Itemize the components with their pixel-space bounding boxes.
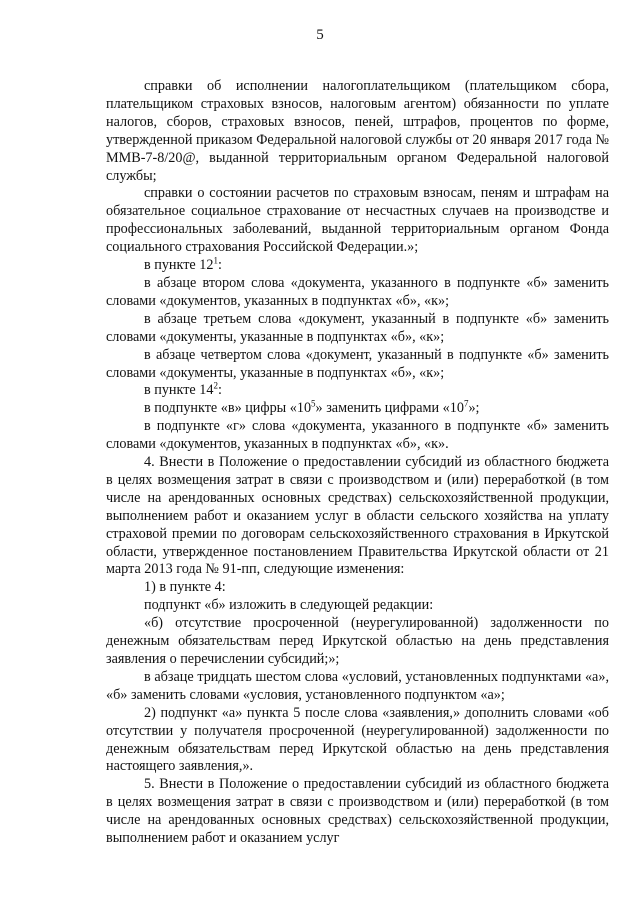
paragraph bbox=[106, 400, 609, 418]
page-number: 5 bbox=[316, 27, 324, 43]
paragraph: в абзаце третьем слова «документ, указанный в подпункте «б» заменить словами «документы, указанные в подпунктах «б», «к»; bbox=[106, 310, 609, 345]
paragraph: «б) отсутствие просроченной (неурегулированной) задолженности по денежным обязательствам перед Иркутской областью на день представления заявления о перечислении субсидий;»; bbox=[106, 615, 609, 667]
paragraph: в абзаце втором слова «документа, указанного в подпункте «б» заменить словами «документов, указанных в подпунктах «б», «к»; bbox=[106, 274, 609, 309]
paragraph: 5. Внести в Положение о предоставлении субсидий из областного бюджета в целях возмещения затрат в связи с производством и (или) переработкой (в том числе на арендованных основных средствах) сельскохозяйственной продукции, выполнением работ и оказанием услуг bbox=[106, 776, 609, 847]
paragraph: в подпункте «г» слова «документа, указанного в подпункте «б» заменить словами «документов, указанных в подпунктах «б», «к». bbox=[106, 418, 609, 453]
paragraph: справки об исполнении налогоплательщиком (плательщиком сбора, плательщиком страховых взносов, налоговым агентом) обязанности по уплате налогов, сборов, страховых взносов, пеней, штрафов, процентов по форме, утвержденной приказом Федеральной налоговой службы от 20 января 2017 года № ММВ-7-8/20@, выданной территориальным органом Федеральной налоговой службы; bbox=[106, 78, 609, 184]
paragraph-text: в подпункте «в» цифры «10 bbox=[144, 400, 312, 417]
paragraph bbox=[106, 382, 609, 400]
paragraph-text: : bbox=[217, 382, 222, 399]
paragraph-text: в пункте 12 bbox=[144, 257, 214, 274]
paragraph: 1) в пункте 4: bbox=[144, 579, 226, 596]
superscript: 1 bbox=[213, 255, 218, 266]
paragraph bbox=[106, 257, 609, 275]
paragraph: справки о состоянии расчетов по страховым взносам, пеням и штрафам на обязательное социальное страхование от несчастных случаев на производстве и профессиональных заболеваний, выданной территориальным органом Фонда социального страхования Российской Федерации.»; bbox=[106, 185, 609, 256]
paragraph-text: »; bbox=[468, 400, 480, 417]
paragraph: 4. Внести в Положение о предоставлении субсидий из областного бюджета в целях возмещения затрат в связи с производством и (или) переработкой (в том числе на арендованных основных средствах) сельскохозяйственной продукции, выполнением работ и оказанием услуг в области сельского хозяйства на уплату страховой премии по договорам сельскохозяйственного страхования в Иркутской области, утвержденное постановлением Правительства Иркутской области от 21 марта 2013 года № 91-пп, следующие изменения: bbox=[106, 454, 609, 578]
paragraph: 2) подпункт «а» пункта 5 после слова «заявления,» дополнить словами «об отсутствии у получателя просроченной (неурегулированной) задолженности по денежным обязательствам перед Иркутской областью на день представления настоящего заявления,». bbox=[106, 704, 609, 775]
paragraph-text: » заменить цифрами «10 bbox=[315, 400, 464, 417]
paragraph: подпункт «б» изложить в следующей редакции: bbox=[144, 597, 434, 614]
paragraph: в абзаце тридцать шестом слова «условий, установленных подпунктами «а», «б» заменить словами «условия, установленного подпунктом «а»; bbox=[106, 668, 609, 703]
superscript: 2 bbox=[213, 380, 218, 391]
paragraph-text: в пункте 14 bbox=[144, 382, 214, 399]
superscript: 5 bbox=[311, 398, 316, 409]
document-body bbox=[106, 78, 609, 848]
superscript: 7 bbox=[463, 398, 469, 409]
paragraph-text: : bbox=[217, 257, 222, 274]
paragraph: в абзаце четвертом слова «документ, указанный в подпункте «б» заменить словами «документы, указанные в подпунктах «б», «к»; bbox=[106, 346, 609, 381]
